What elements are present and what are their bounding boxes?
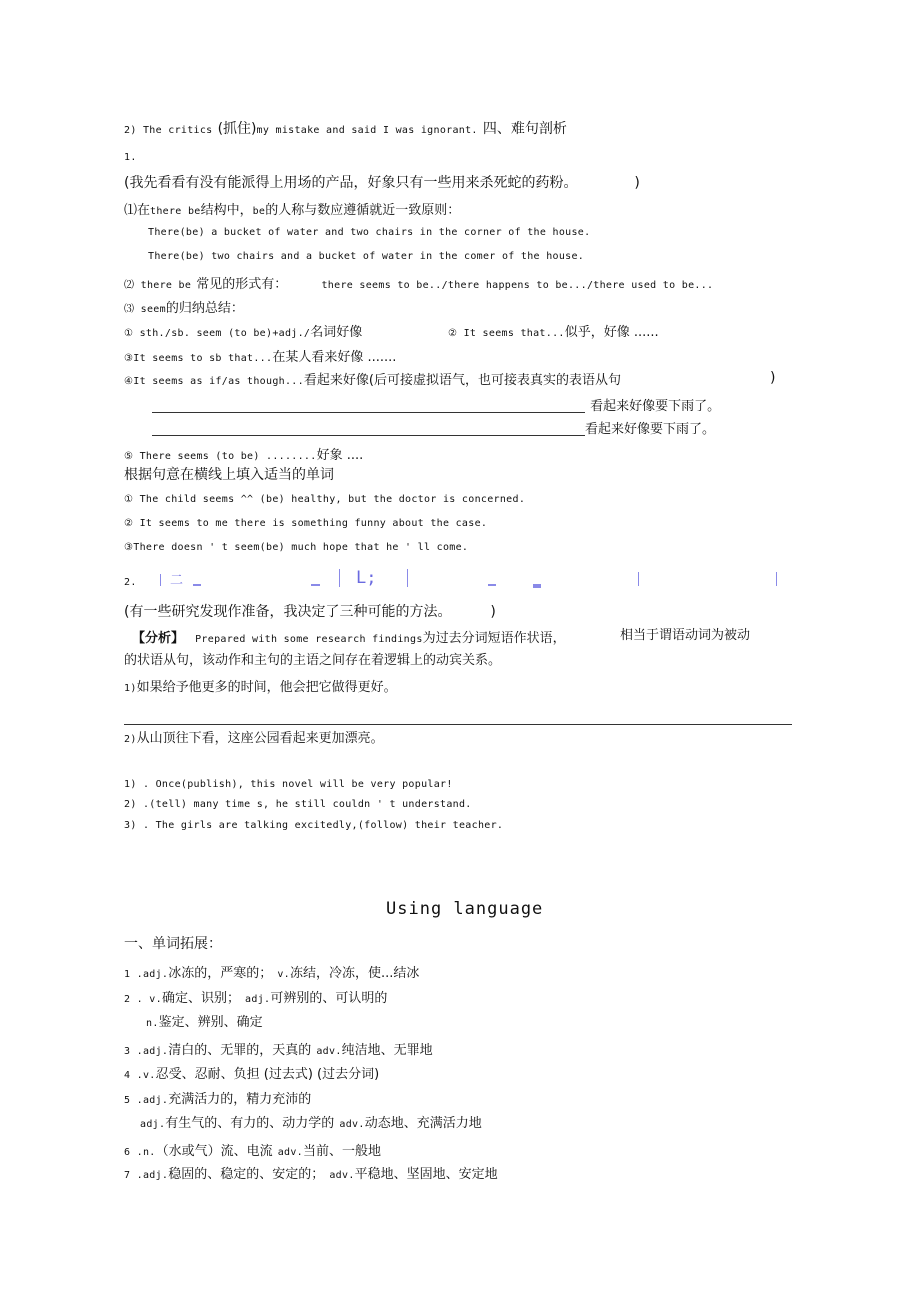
section-title: Using language	[386, 899, 544, 919]
text: ④It seems as if/as though...	[124, 376, 304, 387]
text: 似乎，好像 ......	[564, 325, 659, 340]
text: ⑵ there be	[124, 280, 192, 291]
text: n.	[146, 1018, 159, 1029]
vocab-item	[124, 1165, 498, 1181]
scan-mark	[160, 574, 161, 586]
translation-task	[124, 678, 397, 694]
text: 3 .adj.	[124, 1046, 169, 1057]
text: 当前、一般地	[303, 1144, 382, 1159]
exercise-item: ③There doesn ' t seem(be) much hope that he ' ll come.	[124, 542, 469, 553]
text: 好象 ....	[316, 448, 364, 463]
exercise-item: 3) . The girls are talking excitedly,(follow) their teacher.	[124, 820, 504, 831]
exercise-heading: 根据句意在横线上填入适当的单词	[124, 467, 334, 483]
text: 的归纳总结：	[165, 301, 244, 316]
text: 1 .adj.	[124, 969, 169, 980]
text: ⑴在	[124, 203, 151, 218]
text: 如果给予他更多的时间，他会把它做得更好。	[136, 680, 397, 695]
example-sentence: There(be) two chairs and a bucket of water in the comer of the house.	[148, 251, 585, 262]
text: 冻结，冷冻，使...结冰	[290, 966, 420, 981]
text: 冰冻的，严寒的；	[168, 966, 273, 981]
text: 7 .adj.	[124, 1170, 169, 1181]
scan-mark	[193, 584, 201, 586]
example-sentence: There(be) a bucket of water and two chairs in the corner of the house.	[148, 227, 591, 238]
text: (我先看看有没有能派得上用场的产品，好象只有一些用来杀死蛇的药粉。	[124, 175, 578, 191]
exercise-item: 2) .(tell) many time s, he still couldn ' t understand.	[124, 799, 472, 810]
scan-mark	[776, 572, 777, 586]
text: （水或气）流、电流	[155, 1144, 273, 1159]
vocab-item	[124, 989, 387, 1005]
text: 为过去分词短语作状语，	[422, 631, 566, 646]
text: 充满活力的，精力充沛的	[168, 1092, 312, 1107]
text: 看起来好像(后可接虚拟语气，也可接表真实的表语从句	[303, 373, 621, 388]
text: 的人称与数应遵循就近一致原则：	[265, 203, 461, 218]
usage-line-2	[448, 323, 659, 339]
text: )	[634, 175, 640, 191]
text: Prepared with some research findings	[195, 634, 423, 645]
text: 确定、识别；	[161, 991, 240, 1006]
scan-mark	[311, 584, 320, 586]
fill-line	[152, 420, 715, 436]
usage-line-4	[124, 371, 621, 387]
text: there be	[150, 206, 201, 217]
vocab-item	[124, 1041, 433, 1057]
text: 名词好像	[310, 325, 363, 340]
answer-blank[interactable]	[152, 423, 585, 436]
item-number: 1.	[124, 152, 137, 163]
translation-task	[124, 729, 384, 745]
section-heading: 四、难句剖析	[482, 121, 567, 137]
text: ⑤ There seems (to be) ........	[124, 451, 317, 462]
usage-line-3	[124, 348, 396, 364]
fill-line	[152, 397, 720, 413]
item-number: 2.	[124, 577, 137, 588]
exercise-line-critics	[124, 120, 567, 136]
text: 从山顶往下看，这座公园看起来更加漂亮。	[136, 731, 384, 746]
text: 6 .n.	[124, 1147, 156, 1158]
rule-line-1	[124, 201, 460, 217]
exercise-item: ② It seems to me there is something funny about the case.	[124, 518, 488, 529]
text: )	[490, 604, 496, 620]
text: adv.	[316, 1046, 342, 1057]
exercise-item: 1) . Once(publish), this novel will be very popular!	[124, 779, 453, 790]
answer-blank[interactable]	[152, 400, 585, 413]
text: (有一些研究发现作准备，我决定了三种可能的方法。	[124, 604, 452, 620]
text: 5 .adj.	[124, 1095, 169, 1106]
text: adv.	[277, 1147, 304, 1158]
text: 清白的、无罪的，天真的	[168, 1043, 312, 1058]
exercise-item: ① The child seems ^^ (be) healthy, but the doctor is concerned.	[124, 494, 526, 505]
text: 有生气的、有力的、动力学的	[165, 1116, 335, 1131]
text: 平稳地、坚固地、安定地	[354, 1167, 498, 1182]
analysis-label: 【分析】	[132, 631, 185, 646]
vocab-heading: 一、单词拓展：	[124, 936, 222, 952]
text: 动态地、充满活力地	[364, 1116, 482, 1131]
usage-line-1	[124, 323, 362, 339]
scan-artifact: L;	[356, 568, 377, 588]
text: 2) The critics	[124, 125, 213, 136]
text: 看起来好像要下雨了。	[585, 422, 716, 437]
text: )	[770, 370, 776, 386]
text: my mistake and said I was ignorant.	[256, 125, 478, 136]
vocab-item	[124, 1142, 381, 1158]
scan-mark	[533, 584, 541, 588]
text: ① sth./sb. seem (to be)+adj./	[124, 328, 311, 339]
text: 可辨别的、可认明的	[270, 991, 388, 1006]
text: there seems to be../there happens to be.../there used to be...	[321, 280, 714, 291]
rule-line-2	[124, 275, 713, 291]
scan-mark	[488, 584, 496, 586]
vocab-subitem	[140, 1114, 482, 1130]
text: 2)	[124, 734, 137, 745]
text: 鉴定、辨别、确定	[158, 1015, 263, 1030]
text: 忍受、忍耐、负担 (过去式) (过去分词)	[155, 1067, 380, 1082]
text: 稳固的、稳定的、安定的；	[168, 1167, 325, 1182]
text: v.	[277, 969, 291, 980]
vocab-item	[124, 1065, 379, 1081]
text: 相当于谓语动词为被动	[620, 628, 751, 643]
scan-mark	[339, 569, 340, 587]
scan-mark	[407, 569, 408, 587]
vocab-item	[124, 964, 419, 980]
text: ③It seems to sb that...	[124, 353, 273, 364]
text: adj.	[140, 1119, 166, 1130]
text: 结构中，	[200, 203, 253, 218]
analysis-line	[132, 629, 566, 645]
text: 2 . v.	[124, 994, 162, 1005]
answer-rule[interactable]	[124, 724, 792, 725]
translation-line	[124, 176, 640, 190]
vocab-item	[124, 1090, 311, 1106]
text: adv.	[339, 1119, 365, 1130]
analysis-line: 的状语从句，该动作和主句的主语之间存在着逻辑上的动宾关系。	[124, 653, 502, 668]
text: 常见的形式有：	[196, 277, 288, 292]
translation-line	[124, 605, 496, 619]
text: ② It seems that...	[448, 328, 565, 339]
scan-mark	[638, 572, 639, 586]
text: 4 .v.	[124, 1070, 156, 1081]
text: 1)	[124, 683, 137, 694]
scan-artifact: 二	[170, 573, 184, 588]
text: adv.	[329, 1170, 355, 1181]
text: 在某人看来好像 .......	[272, 350, 397, 365]
text: ⑶ seem	[124, 304, 166, 315]
text: adj.	[245, 994, 271, 1005]
text: be	[252, 206, 266, 217]
rule-line-3	[124, 299, 244, 315]
vocab-subitem	[146, 1013, 263, 1029]
text: (抓住)	[217, 121, 257, 137]
text: 纯洁地、无罪地	[341, 1043, 433, 1058]
usage-line-5	[124, 446, 363, 462]
text: 看起来好像要下雨了。	[590, 399, 721, 414]
